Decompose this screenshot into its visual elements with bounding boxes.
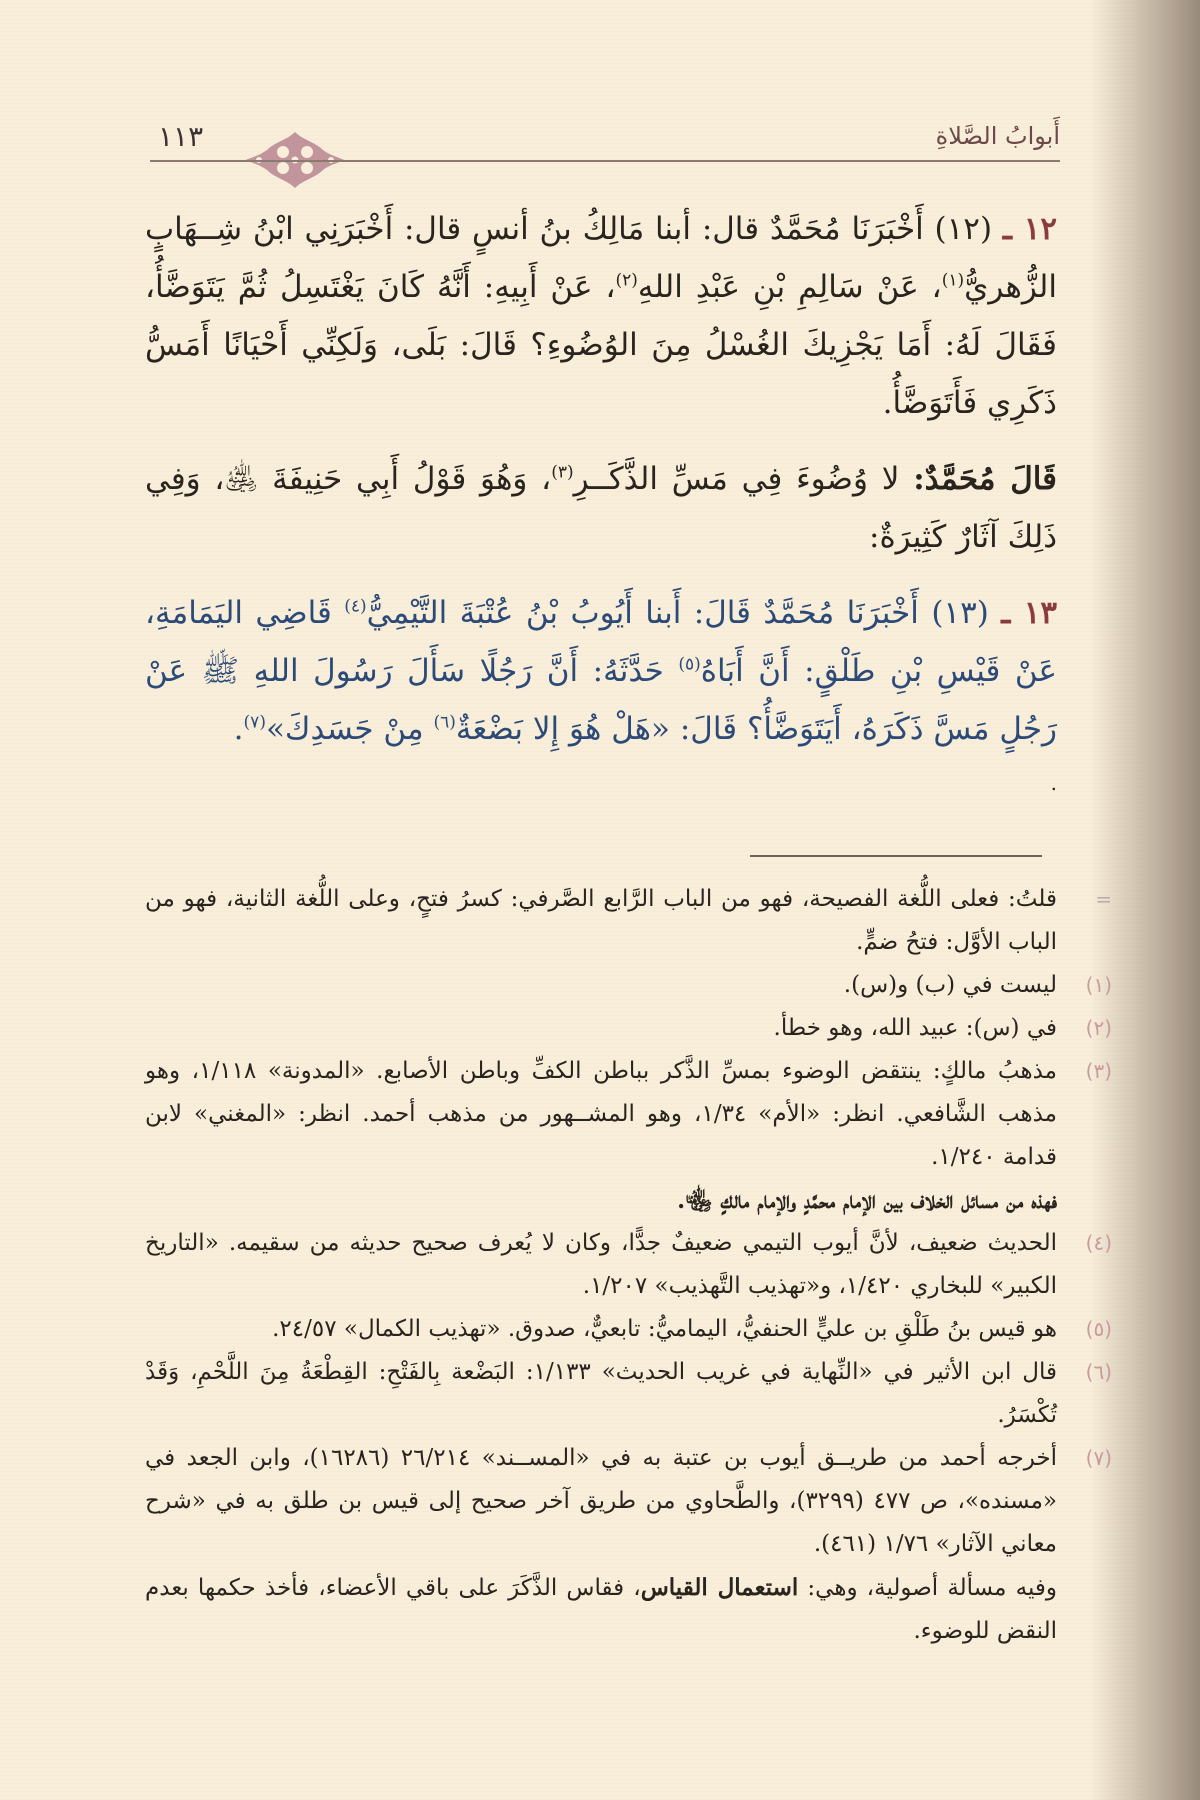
footnote-marker: (١) (1085, 973, 1112, 997)
footnote-text: وفيه مسألة أصولية، وهي: (798, 1575, 1057, 1601)
running-title: أَبوابُ الصَّلاةِ (935, 122, 1060, 150)
footnote-5 (145, 1308, 1112, 1351)
hadith-text: مِنْ جَسَدِكَ» (265, 711, 434, 747)
footnote-text: مذهبُ مالكٍ: ينتقض الوضوء بمسِّ الذَّكر بباطن الكفِّ وباطن الأصابع. «المدونة» ١/١١٨، وهو مذهب الشَّافعي. انظر: «الأم» ١/٣٤، وهو المشــهور من مذهب أحمد. انظر: «المغني» لابن قدامة ١/٢٤٠. (145, 1058, 1057, 1170)
hadith-text: (١٣) أَخْبَرَنَا مُحَمَّدٌ قَالَ: أَبنا أَيُوبُ بْنُ عُتْبَةَ التَّيْمِيُّ (366, 595, 989, 631)
footnote-3 (145, 1050, 1112, 1179)
hadith-text: قَاضِي اليَمَامَةِ، عَنْ قَيْسِ بْنِ طَلْقٍ: أَنَّ أَبَاهُ (145, 595, 1057, 689)
commentary-text: لا وُضُوءَ فِي مَسِّ الذَّكَــرِ (573, 461, 900, 497)
footnote-6 (145, 1351, 1112, 1437)
footnote-text: قلتُ: فعلى اللُّغة الفصيحة، فهو من الباب الرَّابع الصَّرفي: كسرُ فتحٍ، وعلى اللُّغة الثانية، فهو من الباب الأوَّل: فتحُ ضمٍّ. (145, 886, 1057, 955)
footnote-marker: (٦) (1085, 1360, 1112, 1384)
footnote-3-note (145, 1179, 1057, 1222)
hadith-text: (١٢) أَخْبَرَنَا مُحَمَّدٌ قال: أبنا مَالِكُ بنُ أنسٍ قال: أَخْبَرَنِي ابْنُ شِــهَابٍ الزُّهريُّ (145, 211, 1057, 305)
hadith-12 (145, 200, 1057, 432)
continuation-marker: = (1095, 887, 1112, 911)
hadith-text: . (233, 711, 244, 747)
footnote-marker: (٣) (1085, 1059, 1112, 1083)
page-number: ١١٣ (158, 120, 204, 153)
footnote-ref[interactable]: (٧) (243, 712, 266, 733)
commentary (145, 450, 1057, 566)
hadith-text: ، عَنْ سَالِمِ بْنِ عَبْدِ اللهِ (637, 269, 942, 305)
footnote-continuation (145, 878, 1112, 964)
footnote-ref[interactable]: (٥) (678, 654, 701, 675)
footnote-marker: (٥) (1085, 1317, 1112, 1341)
footnote-ref[interactable]: (٣) (551, 462, 574, 483)
footnote-ref[interactable]: (٤) (344, 596, 367, 617)
footnote-7-note (145, 1566, 1057, 1653)
footnote-ref[interactable]: (٢) (615, 270, 638, 291)
footnote-separator (750, 855, 1042, 857)
footnote-text: فهذه من مسائل الخلاف بين الإمام محمَّدٍ والإمام مالكٍ ﵄. (677, 1187, 1057, 1214)
main-text (145, 200, 1057, 798)
footnote-text: ، فقاس الذَّكَرَ على باقي الأعضاء، فأخذ حكمها بعدم النقض للوضوء. (145, 1575, 1057, 1644)
commentary-text: ، وَهُوَ قَوْلُ أَبِي حَنِيفَةَ ﵁، وَفِي ذَلِكَ آثَارٌ كَثِيرَةٌ: (145, 461, 1057, 555)
footnote-marker: (٢) (1085, 1016, 1112, 1040)
hadith-number: ١٣ ـ (1001, 595, 1057, 631)
footnote-text: هو قيس بنُ طَلْقِ بن عليٍّ الحنفيُّ، اليماميُّ: تابعيٌّ، صدوق. «تهذيب الكمال» ٢٤/٥٧. (272, 1316, 1057, 1342)
footnote-2 (145, 1007, 1112, 1050)
footnote-4 (145, 1222, 1112, 1308)
footnote-text: في (س): عبيد الله، وهو خطأ. (773, 1015, 1057, 1041)
footnote-ref[interactable]: (١) (941, 270, 965, 291)
commentary-label: قَالَ مُحَمَّدٌ: (913, 461, 1057, 497)
hadith-text: ، عَنْ أَبِيهِ: أَنَّهُ كَانَ يَغْتَسِلُ ثُمَّ يَتَوَضَّأُ، فَقَالَ لَهُ: أَمَا يَجْزِيكَ الغُسْلُ مِنَ الوُضُوءِ؟ قَالَ: بَلَى، وَلَكِنِّي أَحْيَانًا أَمَسُّ ذَكَرِي فَأَتَوَضَّأُ. (145, 269, 1057, 421)
footnote-marker: (٤) (1085, 1231, 1112, 1255)
footnote-text: أخرجه أحمد من طريــق أيوب بن عتبة به في «المســند» ٢٦/٢١٤ (١٦٢٨٦)، وابن الجعد في «مسنده»، ص ٤٧٧ (٣٢٩٩)، والطَّحاوي من طريق آخر صحيح إلى قيس بن طلق به في «شرح معاني الآثار» ١/٧٦ (٤٦١). (145, 1445, 1057, 1557)
footnotes (145, 878, 1112, 1653)
footnote-text: قال ابن الأثير في «النِّهاية في غريب الحديث» ١/١٣٣: البَضْعة بِالفَتْحِ: القِطْعَةُ مِنَ اللَّحْمِ، وَقَدْ تُكْسَرُ. (145, 1359, 1058, 1428)
footnote-text: الحديث ضعيف، لأنَّ أيوب التيمي ضعيفٌ جدًّا، وكان لا يُعرف صحيح حديثه من سقيمه. «التاريخ الكبير» للبخاري ١/٤٢٠، و«تهذيب التَّهذيب» ١/٢٠٧. (145, 1230, 1057, 1299)
header-rule (150, 160, 1060, 162)
footnote-7 (145, 1437, 1112, 1566)
running-header (150, 118, 1060, 160)
footnote-emphasis: استعمال القياس (640, 1574, 799, 1601)
hadith-13 (145, 584, 1057, 758)
footnote-marker: (٧) (1085, 1446, 1112, 1470)
decorative-dot: . (1050, 771, 1057, 795)
footnote-ref[interactable]: (٦) (433, 712, 456, 733)
hadith-number: ١٢ ـ (1002, 211, 1058, 247)
footnote-text: ليست في (ب) و(س). (843, 972, 1057, 998)
hadith-text: حَدَّثَهُ: أَنَّ رَجُلًا سَأَلَ رَسُولَ اللهِ ﷺ عَنْ رَجُلٍ مَسَّ ذَكَرَهُ، أَيَتَوَضَّأُ؟ قَالَ: «هَلْ هُوَ إِلا بَضْعَةٌ (145, 653, 1057, 747)
footnote-1 (145, 964, 1112, 1007)
